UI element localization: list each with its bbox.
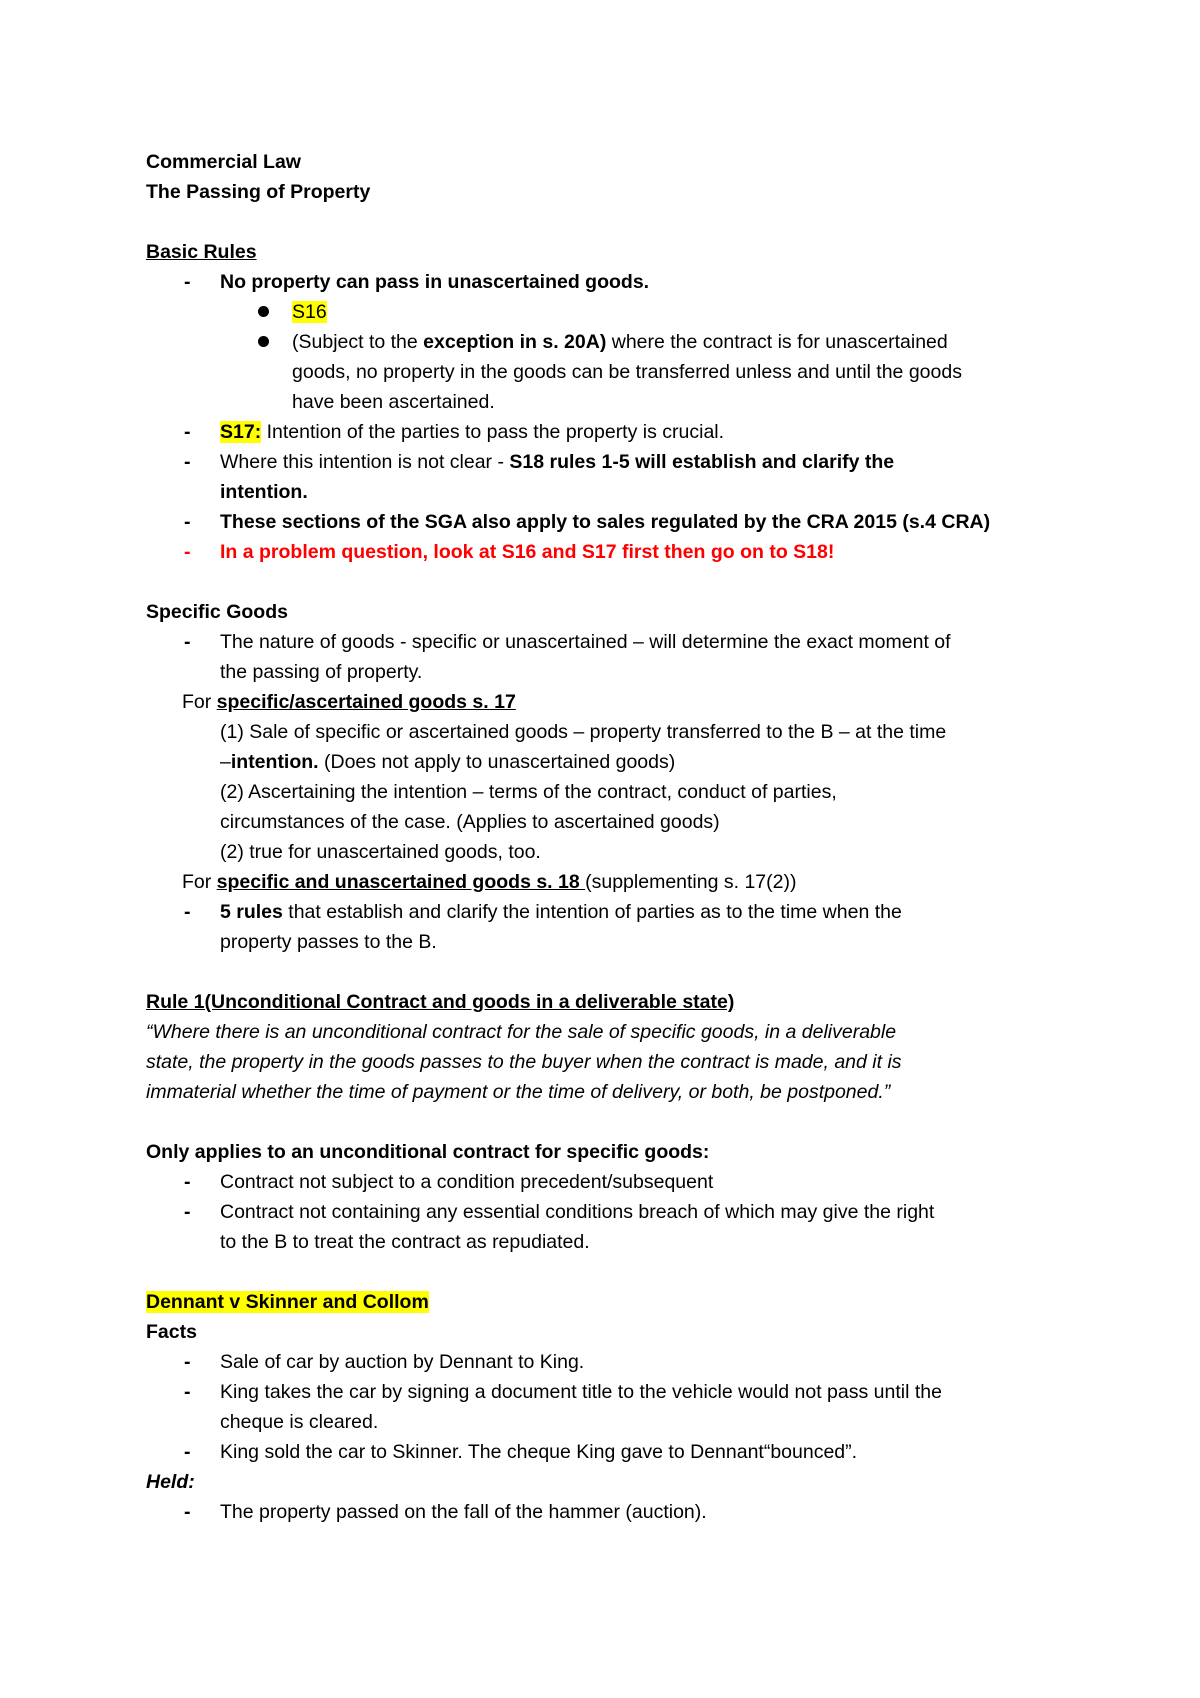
bullet-dot [258,336,269,347]
intention-bold: intention. [230,751,319,773]
rule-1-quote-line-2: state, the property in the goods passes to the buyer when the contract is made, and it is [146,1051,902,1073]
held-heading: Held: [146,1471,195,1493]
bullet-dash: - [184,1201,191,1223]
five-rules-line-1 [220,900,902,924]
bullet-dash: - [184,631,191,653]
s17-para-3: (2) true for unascertained goods, too. [220,841,541,863]
for-s17-line [182,690,516,714]
bullet-dash: - [184,1501,191,1523]
only-applies-b2-line-1: Contract not containing any essential conditions breach of which may give the right [220,1201,935,1223]
case-title-highlight: Dennant v Skinner and Collom [146,1291,429,1313]
s16-text-part: (Subject to the [292,331,424,353]
exception-text: exception in s. 20A) [423,331,607,353]
held-1: The property passed on the fall of the hammer (auction). [220,1501,707,1523]
rule-1-heading: Rule 1(Unconditional Contract and goods in a deliverable state) [146,991,735,1013]
specific-goods-b1-line-1: The nature of goods - specific or unascertained – will determine the exact moment of [220,631,951,653]
basic-rule-3-line-2: intention. [220,481,308,503]
s16-highlight: S16 [292,301,327,323]
doc-title: Commercial Law [146,151,301,173]
only-applies-b1: Contract not subject to a condition precedent/subsequent [220,1171,714,1193]
bullet-dot [258,306,269,317]
only-applies-heading: Only applies to an unconditional contract for specific goods: [146,1141,710,1163]
bullet-dash: - [184,451,191,473]
basic-rule-2 [220,420,724,444]
fact-2-line-2: cheque is cleared. [220,1411,379,1433]
bullet-dash: - [184,511,191,533]
bullet-dash: - [184,1351,191,1373]
basic-rule-3-bold: S18 rules 1-5 will establish and clarify the [509,451,895,473]
five-rules-bold: 5 rules [220,901,283,923]
s17-para-2-line-2: circumstances of the case. (Applies to ascertained goods) [220,811,720,833]
fact-2-line-1: King takes the car by signing a document title to the vehicle would not pass until the [220,1381,942,1403]
basic-rule-5: In a problem question, look at S16 and S17 first then go on to S18! [220,541,835,563]
fact-1: Sale of car by auction by Dennant to King. [220,1351,585,1373]
rule-1-quote-line-3: immaterial whether the time of payment or the time of delivery, or both, be postponed.” [146,1081,891,1103]
bullet-dash: - [184,541,191,563]
bullet-dash: - [184,901,191,923]
basic-rule-2-text: Intention of the parties to pass the property is crucial. [261,421,725,443]
doc-subtitle: The Passing of Property [146,181,371,203]
s17-para-1-text: (Does not apply to unascertained goods) [318,751,676,773]
s16-ref [292,300,327,324]
s18-supplement-text: (supplementing s. 17(2)) [585,871,797,893]
basic-rule-1: No property can pass in unascertained goods. [220,271,650,293]
dash-text: – [220,751,231,773]
bullet-dash: - [184,1441,191,1463]
for-label: For [182,691,217,713]
bullet-dash: - [184,1381,191,1403]
s17-para-2-line-1: (2) Ascertaining the intention – terms of the contract, conduct of parties, [220,781,837,803]
basic-rule-3-text: Where this intention is not clear - [220,451,510,473]
specific-goods-heading: Specific Goods [146,601,288,623]
s17-highlight: S17: [220,421,262,443]
s17-para-1-line-1: (1) Sale of specific or ascertained goods – property transferred to the B – at the time [220,721,947,743]
specific-goods-b1-line-2: the passing of property. [220,661,423,683]
s17-goods-ref: specific/ascertained goods s. 17 [216,691,516,713]
bullet-dash: - [184,1171,191,1193]
bullet-dash: - [184,271,191,293]
s16-text-line-1 [292,330,948,354]
fact-3: King sold the car to Skinner. The cheque King gave to Dennant“bounced”. [220,1441,858,1463]
s18-goods-ref: specific and unascertained goods s. 18 [216,871,586,893]
s16-text-line-2: goods, no property in the goods can be transferred unless and until the goods [292,361,962,383]
basic-rules-heading: Basic Rules [146,241,257,263]
bullet-dash: - [184,421,191,443]
for-label: For [182,871,217,893]
s17-para-1-line-2 [220,750,675,774]
facts-heading: Facts [146,1321,197,1343]
rule-1-quote-line-1: “Where there is an unconditional contract for the sale of specific goods, in a deliverable [146,1021,897,1043]
basic-rule-4: These sections of the SGA also apply to sales regulated by the CRA 2015 (s.4 CRA) [220,511,991,533]
five-rules-line-2: property passes to the B. [220,931,437,953]
s16-text-line-3: have been ascertained. [292,391,495,413]
basic-rule-3-line-1 [220,450,894,474]
only-applies-b2-line-2: to the B to treat the contract as repudiated. [220,1231,590,1253]
s16-text-part: where the contract is for unascertained [606,331,948,353]
five-rules-text: that establish and clarify the intention of parties as to the time when the [282,901,902,923]
for-s18-line [182,870,796,894]
case-heading [146,1290,429,1314]
